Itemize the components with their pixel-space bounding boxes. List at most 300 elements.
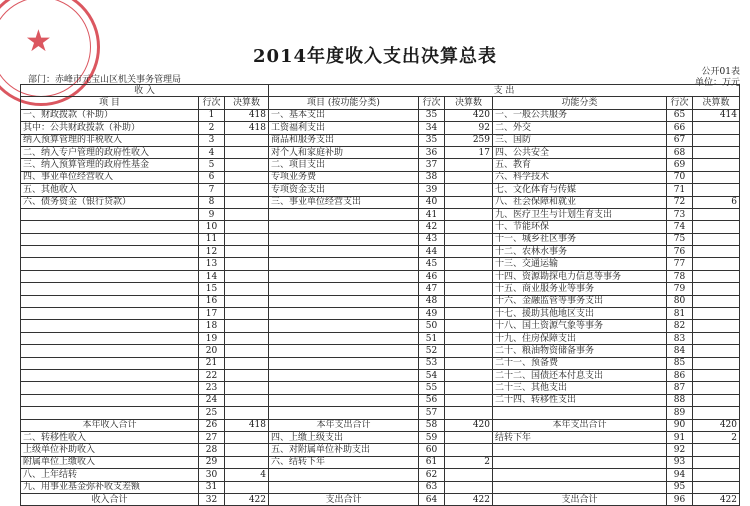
cell-function-item: 二十一、预备费 [493, 357, 667, 369]
cell-expense-item: 五、对附属单位补助支出 [269, 444, 419, 456]
table-row [21, 481, 740, 493]
cell-expense-item [269, 221, 419, 233]
cell-income-amount [225, 233, 269, 245]
table-row [21, 196, 740, 208]
cell-function-item: 三、国防 [493, 134, 667, 146]
cell-function-line: 84 [667, 345, 693, 357]
cell-expense-line: 48 [419, 295, 445, 307]
cell-expense-amount: 259 [445, 134, 493, 146]
cell-expense-line: 45 [419, 258, 445, 270]
cell-expense-item: 对个人和家庭补助 [269, 146, 419, 158]
cell-income-item: 九、用事业基金弥补收支差额 [21, 481, 199, 493]
income-section-header: 收 入 [21, 85, 269, 97]
cell-income-line: 28 [199, 444, 225, 456]
cell-income-item [21, 394, 199, 406]
cell-income-amount: 422 [225, 493, 269, 505]
cell-expense-amount [445, 196, 493, 208]
cell-function-amount [693, 221, 740, 233]
cell-expense-item: 本年支出合计 [269, 419, 419, 431]
cell-income-item: 本年收入合计 [21, 419, 199, 431]
cell-function-line: 96 [667, 493, 693, 505]
table-row [21, 469, 740, 481]
cell-expense-amount [445, 171, 493, 183]
cell-function-line: 69 [667, 159, 693, 171]
cell-function-item: 十四、资源勘探电力信息等事务 [493, 270, 667, 282]
cell-function-line: 78 [667, 270, 693, 282]
cell-expense-line: 36 [419, 146, 445, 158]
cell-expense-line: 44 [419, 246, 445, 258]
cell-income-line: 10 [199, 221, 225, 233]
cell-function-item [493, 444, 667, 456]
cell-function-item: 本年支出合计 [493, 419, 667, 431]
cell-expense-amount [445, 233, 493, 245]
cell-income-item [21, 332, 199, 344]
cell-expense-item: 四、上缴上级支出 [269, 431, 419, 443]
cell-income-amount [225, 159, 269, 171]
expense-section-header: 支 出 [269, 85, 740, 97]
cell-income-amount [225, 270, 269, 282]
table-row [21, 270, 740, 282]
cell-expense-item [269, 295, 419, 307]
cell-expense-item [269, 308, 419, 320]
table-row [21, 159, 740, 171]
cell-expense-item [269, 320, 419, 332]
table-body [21, 109, 740, 506]
cell-expense-item [269, 407, 419, 419]
cell-income-item [21, 357, 199, 369]
cell-function-amount [693, 122, 740, 134]
cell-expense-line: 56 [419, 394, 445, 406]
cell-income-amount [225, 221, 269, 233]
cell-income-line: 29 [199, 456, 225, 468]
cell-expense-line: 40 [419, 196, 445, 208]
cell-expense-line: 61 [419, 456, 445, 468]
cell-expense-line: 51 [419, 332, 445, 344]
cell-income-item: 一、财政拨款（补助） [21, 109, 199, 121]
cell-function-amount [693, 345, 740, 357]
cell-function-item: 十六、金融监管等事务支出 [493, 295, 667, 307]
cell-function-line: 88 [667, 394, 693, 406]
column-header-row [21, 97, 740, 109]
cell-function-item: 六、科学技术 [493, 171, 667, 183]
cell-expense-item [269, 258, 419, 270]
table-row [21, 233, 740, 245]
cell-expense-amount [445, 270, 493, 282]
cell-income-line: 32 [199, 493, 225, 505]
cell-function-amount [693, 394, 740, 406]
cell-expense-item [269, 246, 419, 258]
cell-expense-line: 41 [419, 208, 445, 220]
table-row [21, 493, 740, 505]
cell-expense-item [269, 469, 419, 481]
cell-function-line: 80 [667, 295, 693, 307]
cell-expense-item [269, 208, 419, 220]
cell-expense-item: 三、事业单位经营支出 [269, 196, 419, 208]
cell-income-item: 收入合计 [21, 493, 199, 505]
cell-expense-line: 49 [419, 308, 445, 320]
cell-function-amount [693, 208, 740, 220]
cell-income-line: 23 [199, 382, 225, 394]
cell-function-line: 77 [667, 258, 693, 270]
cell-expense-amount [445, 394, 493, 406]
cell-function-item: 十九、住房保障支出 [493, 332, 667, 344]
cell-expense-amount: 2 [445, 456, 493, 468]
cell-expense-amount [445, 208, 493, 220]
cell-function-line: 83 [667, 332, 693, 344]
cell-expense-amount [445, 407, 493, 419]
cell-expense-amount [445, 295, 493, 307]
department-label: 部门：赤峰市元宝山区机关事务管理局 [28, 75, 182, 85]
cell-function-item [493, 469, 667, 481]
cell-expense-amount [445, 258, 493, 270]
cell-expense-amount [445, 369, 493, 381]
table-row [21, 407, 740, 419]
cell-function-item: 十五、商业服务业等事务 [493, 283, 667, 295]
cell-function-item: 支出合计 [493, 493, 667, 505]
cell-income-amount [225, 369, 269, 381]
cell-income-amount [225, 345, 269, 357]
cell-expense-amount: 422 [445, 493, 493, 505]
table-row [21, 258, 740, 270]
cell-expense-line: 54 [419, 369, 445, 381]
cell-expense-item [269, 357, 419, 369]
cell-income-item [21, 208, 199, 220]
cell-income-item: 八、上年结转 [21, 469, 199, 481]
cell-expense-amount [445, 431, 493, 443]
cell-function-amount [693, 184, 740, 196]
cell-function-line: 92 [667, 444, 693, 456]
cell-income-line: 19 [199, 332, 225, 344]
cell-income-line: 13 [199, 258, 225, 270]
cell-expense-item [269, 481, 419, 493]
cell-function-line: 95 [667, 481, 693, 493]
cell-income-amount [225, 258, 269, 270]
table-row [21, 283, 740, 295]
cell-expense-amount: 92 [445, 122, 493, 134]
cell-function-amount [693, 481, 740, 493]
table-row [21, 394, 740, 406]
cell-function-item [493, 407, 667, 419]
cell-income-item [21, 345, 199, 357]
cell-income-amount [225, 407, 269, 419]
cell-income-line: 18 [199, 320, 225, 332]
table-row [21, 171, 740, 183]
cell-income-amount [225, 184, 269, 196]
cell-income-item [21, 258, 199, 270]
cell-function-item: 二十四、转移性支出 [493, 394, 667, 406]
cell-expense-amount [445, 332, 493, 344]
col-header-expense-line: 行次 [419, 97, 445, 109]
cell-function-item: 九、医疗卫生与计划生育支出 [493, 208, 667, 220]
cell-income-item: 四、事业单位经营收入 [21, 171, 199, 183]
cell-income-item: 六、债务资金（银行贷款） [21, 196, 199, 208]
cell-function-line: 94 [667, 469, 693, 481]
cell-income-item [21, 283, 199, 295]
section-header-row [21, 85, 740, 97]
cell-expense-line: 38 [419, 171, 445, 183]
cell-function-item: 一、一般公共服务 [493, 109, 667, 121]
cell-income-amount: 418 [225, 122, 269, 134]
table-row [21, 382, 740, 394]
cell-expense-item: 二、项目支出 [269, 159, 419, 171]
cell-income-amount [225, 246, 269, 258]
cell-function-line: 74 [667, 221, 693, 233]
col-header-function-item: 功能分类 [493, 97, 667, 109]
cell-income-amount [225, 208, 269, 220]
cell-expense-line: 60 [419, 444, 445, 456]
cell-function-line: 87 [667, 382, 693, 394]
table-row [21, 456, 740, 468]
cell-function-amount [693, 246, 740, 258]
table-row [21, 109, 740, 121]
cell-expense-amount [445, 184, 493, 196]
cell-function-item: 八、社会保障和就业 [493, 196, 667, 208]
table-row [21, 419, 740, 431]
cell-income-amount: 418 [225, 419, 269, 431]
col-header-function-line: 行次 [667, 97, 693, 109]
cell-income-line: 17 [199, 308, 225, 320]
cell-income-item [21, 407, 199, 419]
cell-expense-amount [445, 481, 493, 493]
table-row [21, 308, 740, 320]
cell-function-line: 75 [667, 233, 693, 245]
cell-function-item: 二、外交 [493, 122, 667, 134]
cell-function-line: 90 [667, 419, 693, 431]
cell-income-amount [225, 146, 269, 158]
cell-income-line: 7 [199, 184, 225, 196]
cell-income-amount: 418 [225, 109, 269, 121]
cell-income-amount [225, 382, 269, 394]
cell-function-item: 十一、城乡社区事务 [493, 233, 667, 245]
cell-income-line: 11 [199, 233, 225, 245]
cell-expense-line: 37 [419, 159, 445, 171]
cell-income-item [21, 369, 199, 381]
cell-expense-amount [445, 283, 493, 295]
cell-income-amount [225, 431, 269, 443]
table-row [21, 221, 740, 233]
cell-function-amount: 2 [693, 431, 740, 443]
cell-expense-amount [445, 221, 493, 233]
cell-expense-line: 53 [419, 357, 445, 369]
cell-function-amount: 6 [693, 196, 740, 208]
cell-expense-line: 55 [419, 382, 445, 394]
cell-expense-item: 一、基本支出 [269, 109, 419, 121]
cell-expense-item [269, 283, 419, 295]
cell-function-item [493, 481, 667, 493]
cell-income-line: 14 [199, 270, 225, 282]
cell-function-amount [693, 469, 740, 481]
cell-function-item: 四、公共安全 [493, 146, 667, 158]
cell-function-line: 81 [667, 308, 693, 320]
cell-function-line: 68 [667, 146, 693, 158]
cell-income-item: 二、纳入专户管理的政府性收入 [21, 146, 199, 158]
cell-income-item: 上级单位补助收入 [21, 444, 199, 456]
cell-expense-amount [445, 159, 493, 171]
table-row [21, 431, 740, 443]
col-header-expense-item: 项目 (按功能分类) [269, 97, 419, 109]
cell-expense-line: 58 [419, 419, 445, 431]
table-row [21, 345, 740, 357]
cell-income-line: 3 [199, 134, 225, 146]
cell-function-item: 二十二、国债还本付息支出 [493, 369, 667, 381]
table-row [21, 134, 740, 146]
cell-expense-line: 35 [419, 134, 445, 146]
cell-function-amount: 414 [693, 109, 740, 121]
cell-income-line: 31 [199, 481, 225, 493]
cell-income-line: 27 [199, 431, 225, 443]
cell-income-item [21, 221, 199, 233]
cell-function-item: 十八、国土资源气象等事务 [493, 320, 667, 332]
cell-income-amount [225, 332, 269, 344]
cell-income-amount [225, 357, 269, 369]
cell-function-line: 67 [667, 134, 693, 146]
cell-expense-item: 商品和服务支出 [269, 134, 419, 146]
cell-function-item: 十、节能环保 [493, 221, 667, 233]
cell-function-amount: 422 [693, 493, 740, 505]
cell-income-item: 三、纳入预算管理的政府性基金 [21, 159, 199, 171]
cell-function-item: 二十、粮油物资储备事务 [493, 345, 667, 357]
cell-expense-item: 专项资金支出 [269, 184, 419, 196]
cell-expense-amount [445, 308, 493, 320]
cell-income-amount [225, 134, 269, 146]
cell-expense-item [269, 345, 419, 357]
cell-function-item: 七、文化体育与传媒 [493, 184, 667, 196]
cell-expense-amount: 420 [445, 109, 493, 121]
cell-function-item: 十二、农林水事务 [493, 246, 667, 258]
cell-function-amount [693, 444, 740, 456]
cell-income-item [21, 308, 199, 320]
cell-income-amount [225, 283, 269, 295]
cell-expense-amount: 17 [445, 146, 493, 158]
cell-function-item: 十七、援助其他地区支出 [493, 308, 667, 320]
cell-expense-amount [445, 246, 493, 258]
cell-income-amount [225, 456, 269, 468]
cell-function-line: 86 [667, 369, 693, 381]
cell-function-amount [693, 171, 740, 183]
cell-function-amount: 420 [693, 419, 740, 431]
cell-income-item [21, 382, 199, 394]
cell-function-amount [693, 134, 740, 146]
cell-income-item [21, 246, 199, 258]
cell-function-item: 五、教育 [493, 159, 667, 171]
cell-function-line: 91 [667, 431, 693, 443]
cell-expense-line: 42 [419, 221, 445, 233]
cell-function-amount [693, 258, 740, 270]
cell-expense-amount [445, 357, 493, 369]
cell-income-line: 8 [199, 196, 225, 208]
cell-function-line: 79 [667, 283, 693, 295]
cell-function-amount [693, 146, 740, 158]
cell-expense-line: 57 [419, 407, 445, 419]
cell-expense-line: 62 [419, 469, 445, 481]
cell-expense-amount [445, 345, 493, 357]
cell-function-amount [693, 357, 740, 369]
cell-function-amount [693, 308, 740, 320]
cell-expense-line: 63 [419, 481, 445, 493]
cell-income-item [21, 320, 199, 332]
cell-expense-amount [445, 444, 493, 456]
form-code: 公开01表 [701, 67, 740, 77]
cell-income-amount [225, 320, 269, 332]
cell-income-item: 二、转移性收入 [21, 431, 199, 443]
cell-expense-item: 六、结转下年 [269, 456, 419, 468]
cell-function-item: 结转下年 [493, 431, 667, 443]
table-row [21, 320, 740, 332]
cell-income-line: 15 [199, 283, 225, 295]
cell-expense-item [269, 394, 419, 406]
cell-expense-amount: 420 [445, 419, 493, 431]
cell-income-amount [225, 171, 269, 183]
cell-income-amount [225, 308, 269, 320]
cell-expense-line: 34 [419, 122, 445, 134]
cell-expense-line: 47 [419, 283, 445, 295]
cell-income-amount [225, 394, 269, 406]
table-row [21, 246, 740, 258]
cell-function-line: 93 [667, 456, 693, 468]
col-header-function-amount: 决算数 [693, 97, 740, 109]
cell-expense-line: 46 [419, 270, 445, 282]
cell-income-line: 22 [199, 369, 225, 381]
cell-income-item: 其中：公共财政拨款（补助） [21, 122, 199, 134]
cell-function-line: 89 [667, 407, 693, 419]
cell-function-line: 76 [667, 246, 693, 258]
cell-function-line: 85 [667, 357, 693, 369]
table-row [21, 332, 740, 344]
cell-income-line: 2 [199, 122, 225, 134]
cell-function-amount [693, 159, 740, 171]
cell-expense-line: 52 [419, 345, 445, 357]
cell-expense-item [269, 332, 419, 344]
table-row [21, 357, 740, 369]
document-title: 2014年度收入支出决算总表 [252, 46, 498, 67]
cell-income-amount [225, 295, 269, 307]
col-header-income-line: 行次 [199, 97, 225, 109]
cell-income-item: 五、其他收入 [21, 184, 199, 196]
cell-function-amount [693, 407, 740, 419]
table-row [21, 369, 740, 381]
cell-income-item: 附属单位上缴收入 [21, 456, 199, 468]
cell-income-line: 24 [199, 394, 225, 406]
cell-function-amount [693, 369, 740, 381]
cell-expense-line: 64 [419, 493, 445, 505]
table-row [21, 184, 740, 196]
col-header-income-amount: 决算数 [225, 97, 269, 109]
cell-function-amount [693, 295, 740, 307]
cell-function-amount [693, 320, 740, 332]
cell-income-item [21, 233, 199, 245]
cell-income-amount [225, 481, 269, 493]
cell-function-amount [693, 382, 740, 394]
cell-expense-item [269, 270, 419, 282]
cell-function-line: 70 [667, 171, 693, 183]
cell-expense-item [269, 382, 419, 394]
cell-function-amount [693, 233, 740, 245]
cell-income-line: 4 [199, 146, 225, 158]
cell-function-item [493, 456, 667, 468]
cell-function-amount [693, 270, 740, 282]
cell-expense-item: 工资福利支出 [269, 122, 419, 134]
cell-function-line: 65 [667, 109, 693, 121]
table-row [21, 208, 740, 220]
cell-expense-line: 39 [419, 184, 445, 196]
cell-expense-item [269, 369, 419, 381]
cell-expense-amount [445, 320, 493, 332]
table-row [21, 146, 740, 158]
seal-star-icon: ★ [25, 24, 52, 59]
cell-expense-amount [445, 382, 493, 394]
table-row [21, 122, 740, 134]
cell-function-item: 二十三、其他支出 [493, 382, 667, 394]
